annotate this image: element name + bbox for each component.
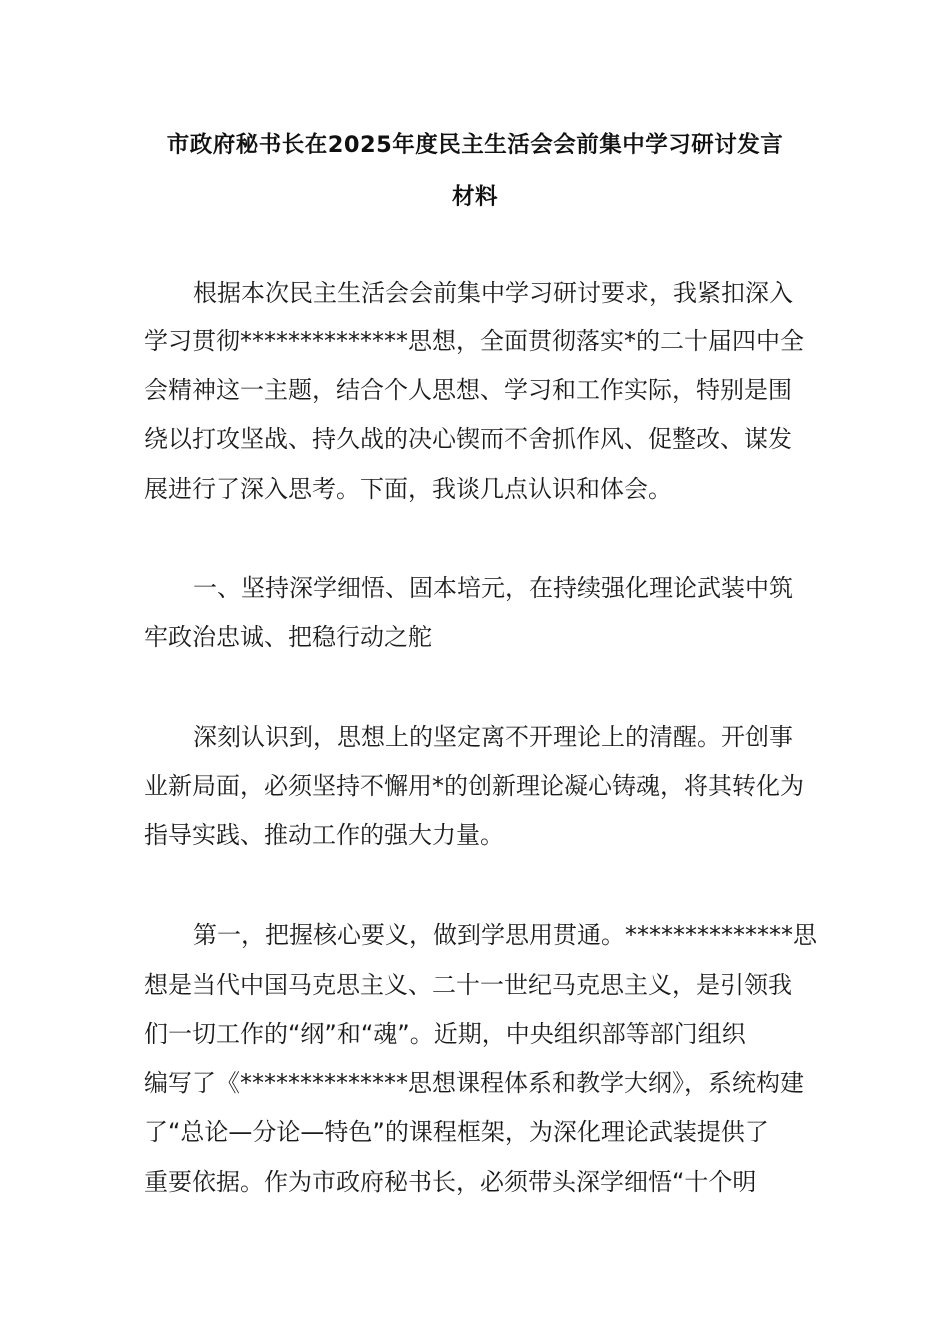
document-title-line-1: 市政府秘书长在2025年度民主生活会会前集中学习研讨发言 — [166, 132, 784, 158]
paragraph-4-line-1: 第一，把握核心要义，做到学思用贯通。**************思 — [193, 921, 817, 949]
paragraph-3-line-2: 业新局面，必须坚持不懈用*的创新理论凝心铸魂，将其转化为 — [144, 772, 804, 800]
paragraph-1-line-1: 根据本次民主生活会会前集中学习研讨要求，我紧扣深入 — [193, 279, 793, 307]
paragraph-4-line-6: 重要依据。作为市政府秘书长，必须带头深学细悟“十个明 — [144, 1168, 757, 1196]
paragraph-3-line-1: 深刻认识到，思想上的坚定离不开理论上的清醒。开创事 — [193, 723, 793, 751]
paragraph-4-line-3: 们一切工作的“纲”和“魂”。近期，中央组织部等部门组织 — [144, 1020, 746, 1048]
paragraph-4-line-2: 想是当代中国马克思主义、二十一世纪马克思主义，是引领我 — [144, 971, 792, 999]
paragraph-1-line-3: 会精神这一主题，结合个人思想、学习和工作实际，特别是围 — [144, 376, 792, 404]
paragraph-1-line-2: 学习贯彻**************思想，全面贯彻落实*的二十届四中全 — [144, 327, 804, 355]
section-heading-line-1: 一、坚持深学细悟、固本培元，在持续强化理论武装中筑 — [193, 574, 793, 602]
paragraph-3-line-3: 指导实践、推动工作的强大力量。 — [144, 821, 504, 849]
paragraph-4-line-5: 了“总论—分论—特色”的课程框架，为深化理论武装提供了 — [144, 1118, 769, 1146]
section-heading-line-2: 牢政治忠诚、把稳行动之舵 — [144, 623, 432, 651]
paragraph-4-line-4: 编写了《**************思想课程体系和教学大纲》，系统构建 — [144, 1069, 804, 1097]
document-title-line-2: 材料 — [451, 184, 498, 210]
paragraph-1-line-4: 绕以打攻坚战、持久战的决心锲而不舍抓作风、促整改、谋发 — [144, 425, 792, 453]
paragraph-1-line-5: 展进行了深入思考。下面，我谈几点认识和体会。 — [144, 475, 672, 503]
